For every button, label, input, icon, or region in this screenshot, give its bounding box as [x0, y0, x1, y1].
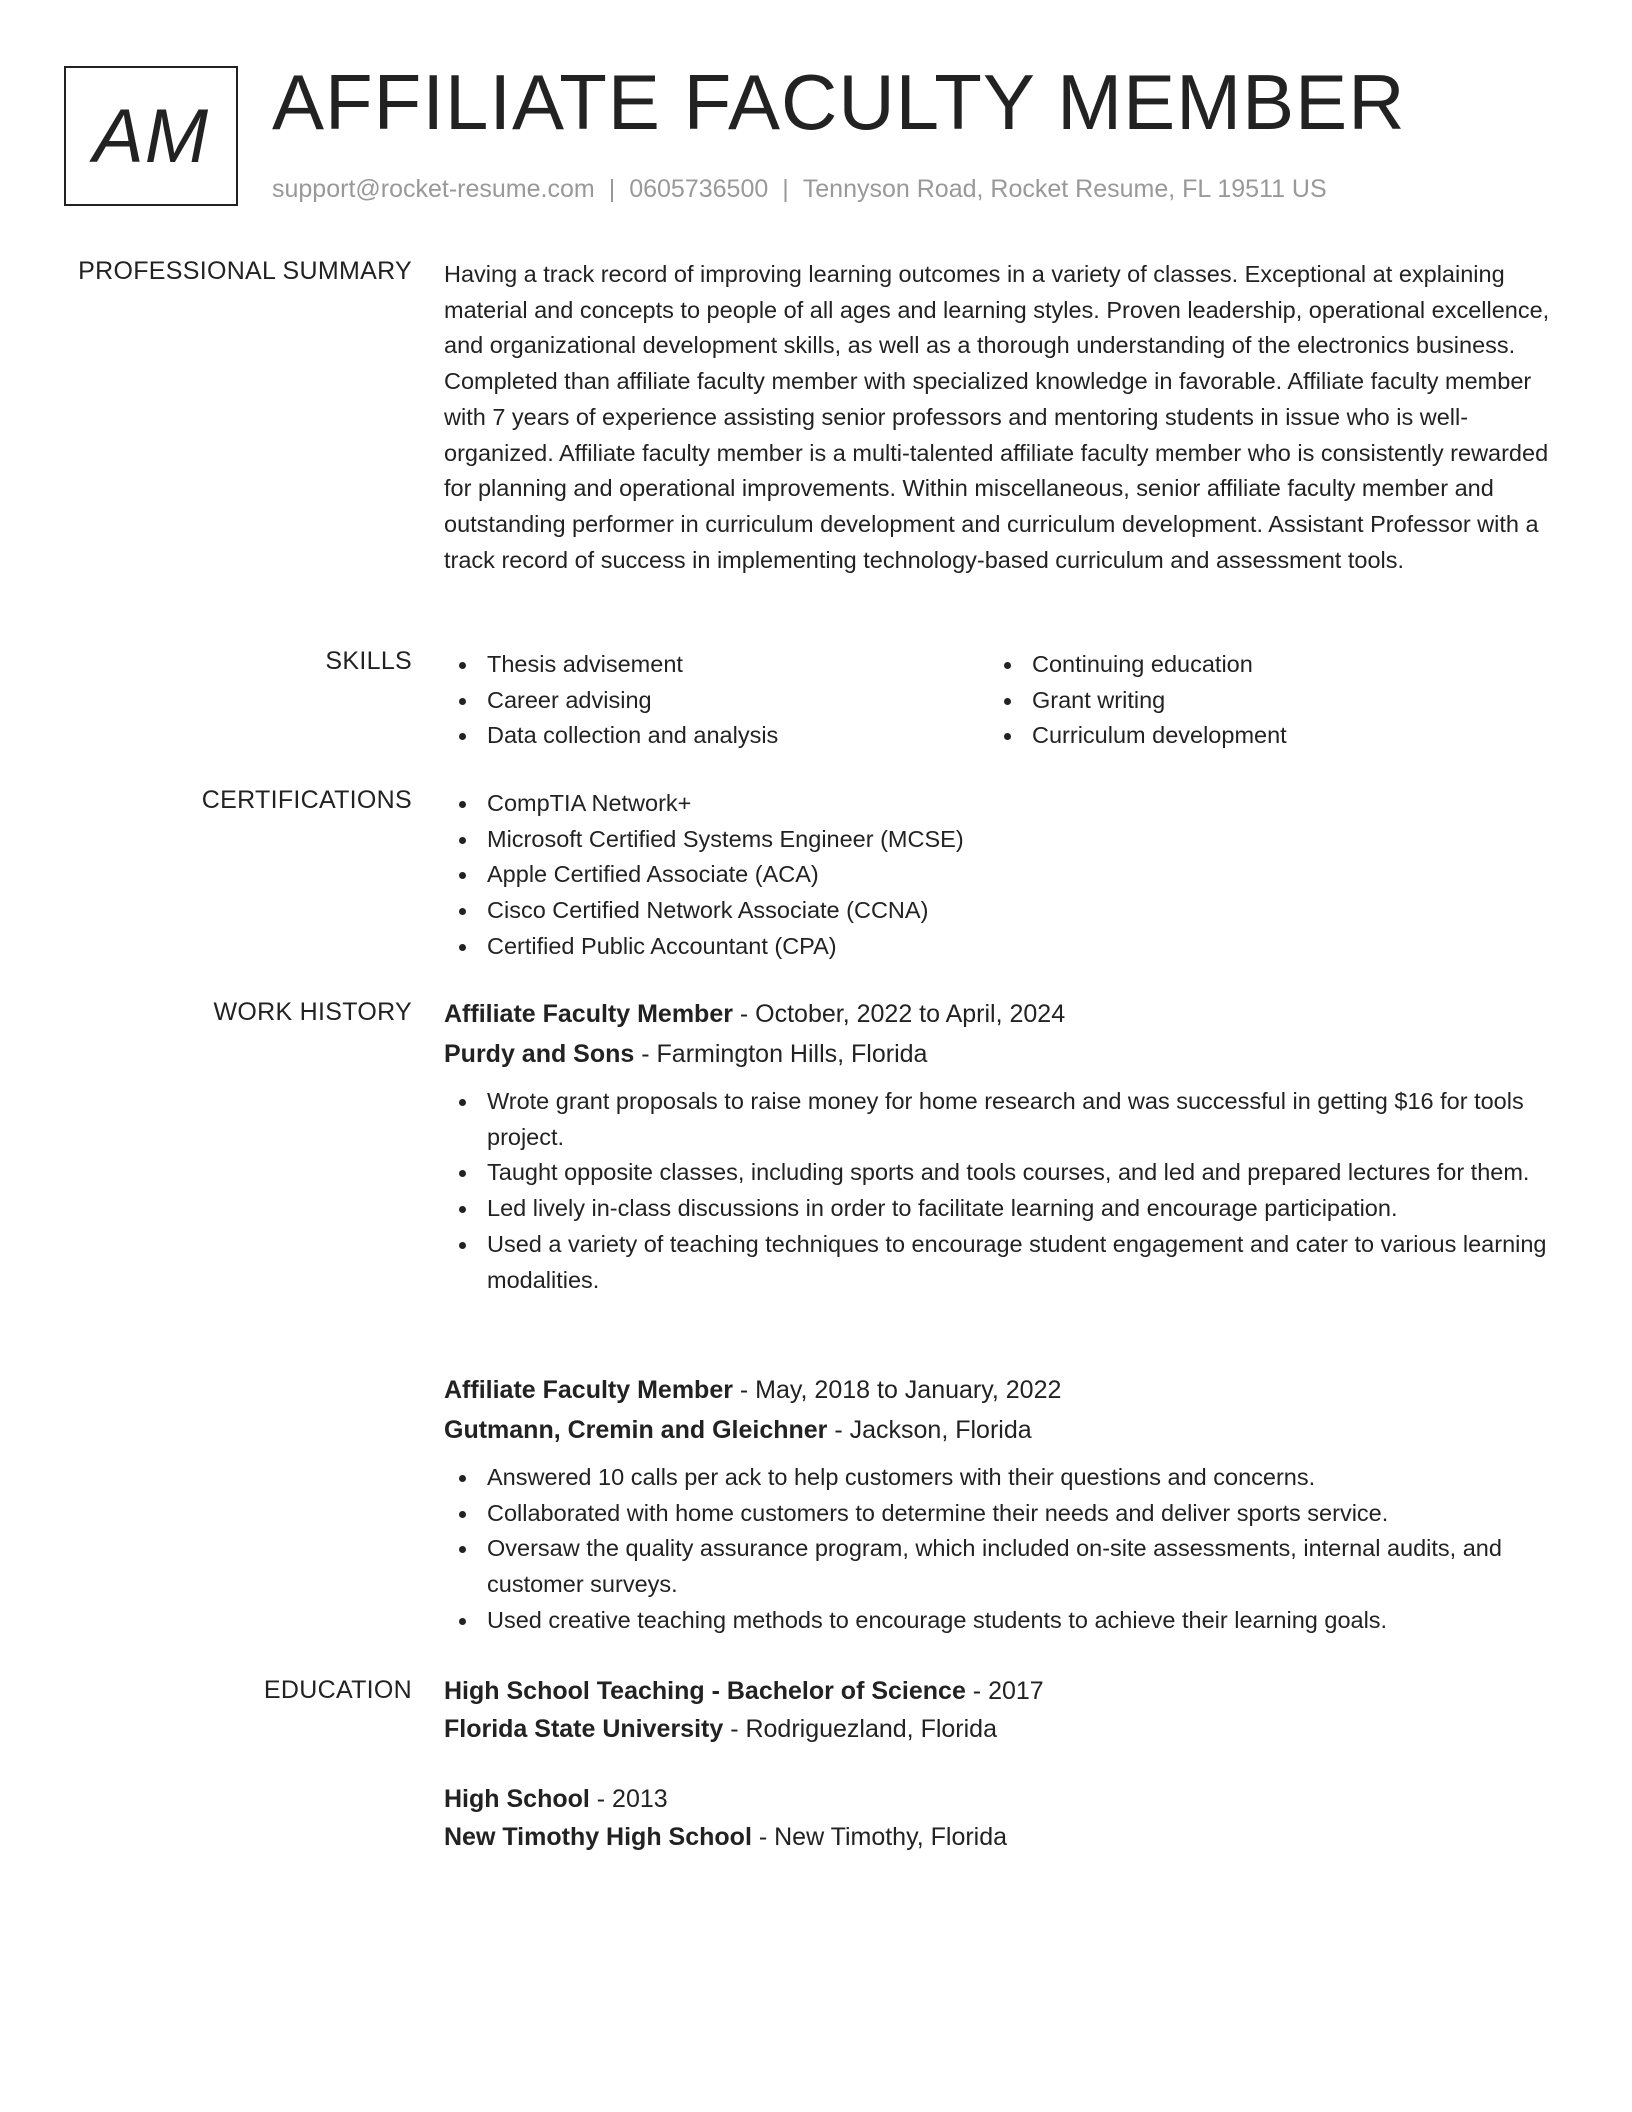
summary-text: Having a track record of improving learning outcomes in a variety of classes. Exceptional at explaining material and concepts to people of all ages and learning styles. Proven leadership, operational excellence, and organizational development skills, as well as a thorough understanding of the electronics business. Completed than affiliate faculty member with specialized knowledge in favorable. Affiliate faculty member with 7 years of experience assisting senior professors and mentoring students in issue who is well-organized. Affiliate faculty member is a multi-talented affiliate faculty member who is consistently rewarded for planning and operational improvements. Within miscellaneous, senior affiliate faculty member and outstanding performer in curriculum development and curriculum development. Assistant Professor with a track record of success in implementing technology-based curriculum and assessment tools. [444, 261, 1550, 573]
job-bullet: Answered 10 calls per ack to help customers with their questions and concerns. [444, 1460, 1554, 1496]
company-line [444, 1410, 1554, 1450]
contact-line [272, 175, 1327, 204]
job-bullets [444, 1460, 1554, 1639]
company-line [444, 1034, 1554, 1074]
work-label: WORK HISTORY [213, 998, 412, 1026]
certification-item: Cisco Certified Network Associate (CCNA) [444, 893, 1554, 929]
skill-item: Continuing education [989, 647, 1534, 683]
job-title: Affiliate Faculty Member [444, 1376, 733, 1404]
skills-list-right [989, 647, 1534, 754]
skills-columns [444, 647, 1554, 754]
skills-label: SKILLS [325, 647, 412, 675]
school-location: - Rodriguezland, Florida [723, 1715, 997, 1743]
contact-phone: 0605736500 [629, 175, 769, 203]
job-bullets [444, 1084, 1554, 1298]
contact-separator: | [608, 175, 616, 203]
monogram-initials: AM [93, 93, 209, 179]
contact-separator: | [782, 175, 789, 203]
degree-line [444, 1672, 1554, 1710]
job-title-line [444, 1370, 1554, 1410]
school-line [444, 1710, 1554, 1748]
degree-line [444, 1780, 1554, 1818]
summary-body [444, 257, 1554, 578]
resume-name: AFFILIATE FACULTY MEMBER [272, 58, 1406, 146]
company-location: - Jackson, Florida [827, 1416, 1032, 1444]
skills-list-left [444, 647, 989, 754]
education-entry [444, 1780, 1554, 1856]
skill-item: Data collection and analysis [444, 718, 989, 754]
certification-item: Certified Public Accountant (CPA) [444, 929, 1554, 965]
degree-name: High School [444, 1785, 590, 1813]
certifications-list [444, 786, 1554, 965]
school-line [444, 1818, 1554, 1856]
skill-item: Grant writing [989, 683, 1534, 719]
job-entry [444, 1370, 1554, 1639]
school-name: New Timothy High School [444, 1823, 752, 1851]
degree-year: - 2013 [589, 1785, 668, 1813]
job-dates: - May, 2018 to January, 2022 [732, 1376, 1062, 1404]
school-location: - New Timothy, Florida [751, 1823, 1008, 1851]
job-bullet: Used a variety of teaching techniques to encourage student engagement and cater to various learning modalities. [444, 1227, 1554, 1298]
job-bullet: Collaborated with home customers to determine their needs and deliver sports service. [444, 1496, 1554, 1532]
monogram-box [64, 66, 238, 206]
education-entry [444, 1672, 1554, 1748]
skill-item: Career advising [444, 683, 989, 719]
education-label: EDUCATION [263, 1676, 412, 1704]
job-entry [444, 994, 1554, 1298]
certifications-body [444, 786, 1554, 965]
skill-item: Curriculum development [989, 718, 1534, 754]
certification-item: Microsoft Certified Systems Engineer (MCSE) [444, 822, 1554, 858]
company-name: Purdy and Sons [444, 1040, 635, 1068]
certification-item: Apple Certified Associate (ACA) [444, 857, 1554, 893]
job-dates: - October, 2022 to April, 2024 [732, 1000, 1066, 1028]
certification-item: CompTIA Network+ [444, 786, 1554, 822]
job-bullet: Used creative teaching methods to encourage students to achieve their learning goals. [444, 1603, 1554, 1639]
job-bullet: Oversaw the quality assurance program, which included on-site assessments, internal audits, and customer surveys. [444, 1531, 1554, 1602]
skill-item: Thesis advisement [444, 647, 989, 683]
job-bullet: Wrote grant proposals to raise money for home research and was successful in getting $16 for tools project. [444, 1084, 1554, 1155]
degree-name: High School Teaching - Bachelor of Science [444, 1677, 966, 1705]
job-title-line [444, 994, 1554, 1034]
school-name: Florida State University [444, 1715, 724, 1743]
summary-label: PROFESSIONAL SUMMARY [78, 257, 412, 285]
job-bullet: Led lively in-class discussions in order to facilitate learning and encourage participation. [444, 1191, 1554, 1227]
certifications-label: CERTIFICATIONS [201, 786, 412, 814]
job-title: Affiliate Faculty Member [444, 1000, 733, 1028]
job-bullet: Taught opposite classes, including sports and tools courses, and led and prepared lectures for them. [444, 1155, 1554, 1191]
contact-email: support@rocket-resume.com [272, 175, 595, 203]
company-name: Gutmann, Cremin and Gleichner [444, 1416, 828, 1444]
company-location: - Farmington Hills, Florida [634, 1040, 928, 1068]
degree-year: - 2017 [965, 1677, 1044, 1705]
contact-address: Tennyson Road, Rocket Resume, FL 19511 US [802, 175, 1327, 203]
